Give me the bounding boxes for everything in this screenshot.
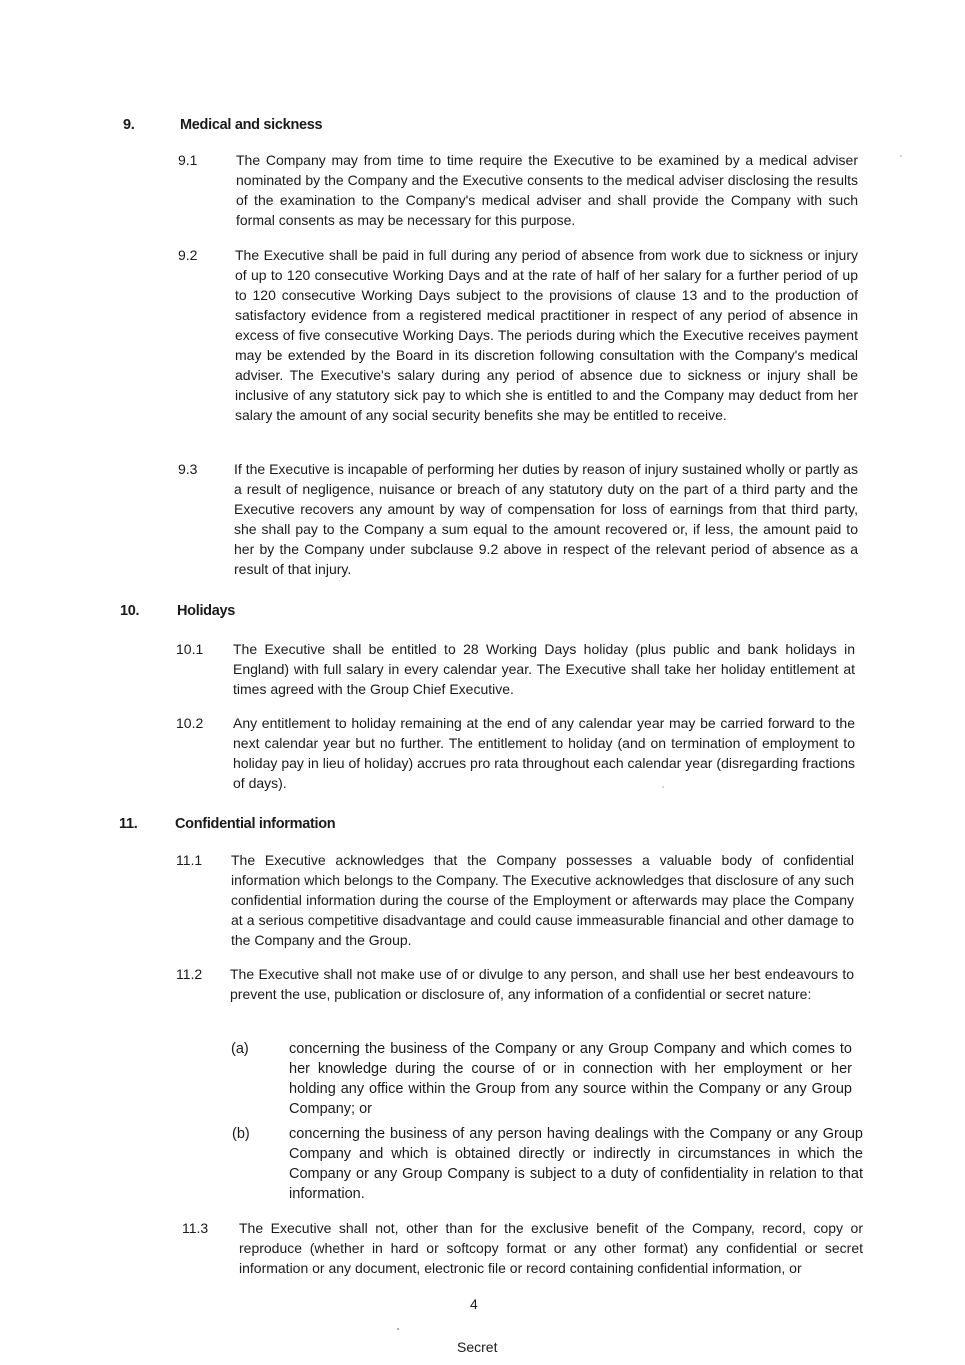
clause-number: 9.2 [178,247,198,263]
section-heading-10 [120,603,420,623]
clause-number: 10.1 [176,641,204,657]
security-classification: Secret [457,1339,498,1355]
section-number: 11. [119,816,138,832]
subclause-label: (b) [232,1126,250,1142]
section-number: 10. [120,603,140,619]
subclause-label: (a) [231,1041,249,1057]
section-title: Holidays [177,603,236,619]
section-title: Medical and sickness [180,117,323,133]
page-number: 4 [470,1296,478,1312]
clause-text: The Executive shall not, other than for the exclusive benefit of the Company, record, copy or reproduce (whether in hard or softcopy format or any other format) any confidential or secret information or any document, electronic file or record containing confidential information, or [239,1220,863,1276]
clause-number: 11.2 [176,966,203,982]
section-heading-11 [119,816,419,836]
clause-text: The Company may from time to time require the Executive to be examined by a medical adviser nominated by the Company and the Executive consents to the medical adviser disclosing the results of the examination to the Company's medical adviser and shall provide the Company with such formal consents as may be necessary for this purpose. [236,152,858,228]
clause-text: If the Executive is incapable of performing her duties by reason of injury sustained wholly or partly as a result of negligence, nuisance or breach of any statutory duty on the part of a third party and the Executive recovers any amount by way of compensation for loss of earnings from that third party, she shall pay to the Company a sum equal to the amount recovered or, if less, the amount paid to her by the Company under subclause 9.2 above in respect of the relevant period of absence as a result of that injury. [234,461,858,577]
clause-text: The Executive shall be entitled to 28 Working Days holiday (plus public and bank holidays in England) with full salary in every calendar year. The Executive shall take her holiday entitlement at times agreed with the Group Chief Executive. [233,641,855,697]
section-heading-9 [123,117,423,137]
scan-speck [900,155,902,157]
section-number: 9. [123,117,135,133]
subclause-text: concerning the business of the Company or any Group Company and which comes to her knowledge during the course of or in connection with her employment or her holding any office within the Group from any source within the Company or any Group Company; or [289,1041,852,1117]
clause-text: The Executive shall be paid in full during any period of absence from work due to sickness or injury of up to 120 consecutive Working Days and at the rate of half of her salary for a further period of up to 120 consecutive Working Days subject to the provisions of clause 13 and to the production of satisfactory evidence from a registered medical practitioner in respect of any period of absence in excess of five consecutive Working Days. The periods during which the Executive receives payment may be extended by the Board in its discretion following consultation with the Company's medical adviser. The Executive's salary during any period of absence due to sickness or injury shall be inclusive of any statutory sick pay to which she is entitled to and the Company may deduct from her salary the amount of any social security benefits she may be entitled to receive. [235,247,858,423]
clause-number: 11.1 [176,852,203,868]
clause-text: The Executive shall not make use of or divulge to any person, and shall use her best endeavours to prevent the use, publication or disclosure of, any information of a confidential or secret nature: [230,966,854,1002]
subclause-text: concerning the business of any person having dealings with the Company or any Group Company and which is obtained directly or indirectly in circumstances in which the Company or any Group Company is subject to a duty of confidentiality in relation to that information. [289,1126,863,1202]
clause-number: 9.3 [178,461,198,477]
scan-speck [397,1328,399,1330]
clause-number: 11.3 [182,1220,209,1236]
clause-text: The Executive acknowledges that the Company possesses a valuable body of confidential information which belongs to the Company. The Executive acknowledges that disclosure of any such confidential information during the course of the Employment or afterwards may place the Company at a serious competitive disadvantage and could cause immeasurable financial and other damage to the Company and the Group. [231,852,854,948]
scan-speck [662,786,664,788]
clause-text: Any entitlement to holiday remaining at the end of any calendar year may be carried forward to the next calendar year but no further. The entitlement to holiday (and on termination of employment to holiday pay in lieu of holiday) accrues pro rata throughout each calendar year (disregarding fractions of days). [233,715,855,791]
section-title: Confidential information [175,816,336,832]
clause-number: 10.2 [176,715,204,731]
clause-number: 9.1 [178,152,198,168]
